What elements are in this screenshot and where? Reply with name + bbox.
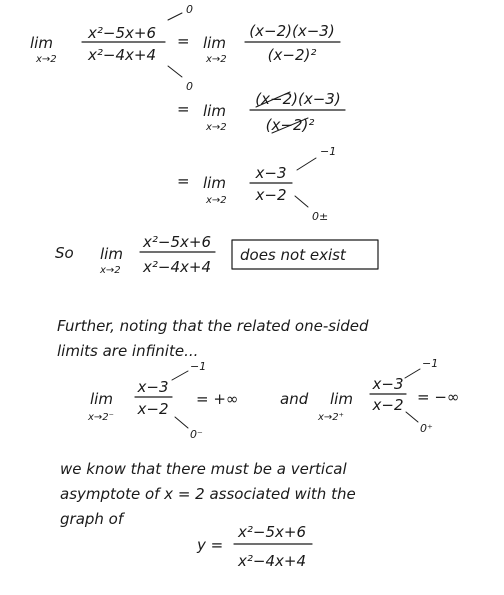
approach-value: 0: [186, 3, 193, 16]
final-numerator: x²−5x+6: [238, 523, 306, 541]
cancel-denominator: (x−2)²: [265, 116, 315, 134]
approach-value: 0: [186, 80, 193, 93]
approach-arrow: [168, 13, 182, 20]
factored-numerator: (x−2)(x−3): [249, 22, 335, 40]
approach-arrow: [406, 412, 418, 422]
approach-arrow: [405, 369, 420, 378]
so-label: So: [55, 244, 74, 262]
lim-label: lim: [100, 245, 123, 263]
left-numerator: x−3: [137, 378, 169, 396]
left-denominator: x−2: [137, 400, 169, 418]
fraction-numerator: x²−5x+6: [88, 24, 156, 42]
right-denominator: x−2: [372, 396, 404, 414]
equals-sign: =: [177, 172, 190, 190]
lim-subscript: x→2: [100, 265, 121, 276]
fraction-numerator: x²−5x+6: [143, 233, 211, 251]
answer-text: does not exist: [240, 246, 346, 264]
approach-arrow: [168, 66, 182, 77]
lim-label: lim: [30, 34, 53, 52]
factored-denominator: (x−2)²: [267, 46, 317, 64]
lim-subscript-right: x→2⁺: [318, 412, 344, 423]
equals-sign: =: [177, 100, 190, 118]
lim-label-right: lim: [330, 390, 353, 408]
approach-value: −1: [190, 360, 207, 373]
final-text-line2: asymptote of x = 2 associated with the: [60, 485, 356, 503]
right-numerator: x−3: [372, 375, 404, 393]
final-denominator: x²−4x+4: [238, 552, 306, 570]
lim-label: lim: [203, 34, 226, 52]
lim-label: lim: [203, 174, 226, 192]
lim-label-left: lim: [90, 390, 113, 408]
fraction-denominator: x²−4x+4: [143, 258, 211, 276]
approach-arrow: [295, 196, 308, 207]
approach-value: 0⁺: [420, 422, 433, 435]
lim-subscript: x→2: [36, 54, 57, 65]
lim-subscript: x→2: [206, 54, 227, 65]
approach-value: 0±: [312, 210, 329, 223]
simplified-numerator: x−3: [255, 164, 287, 182]
approach-value: −1: [320, 145, 337, 158]
cancel-numerator: (x−2)(x−3): [255, 90, 341, 108]
approach-arrow: [297, 158, 316, 170]
and-connector: and: [280, 390, 309, 408]
equals-sign: =: [177, 32, 190, 50]
right-result: = −∞: [417, 388, 460, 406]
approach-arrow: [172, 371, 188, 380]
final-text-line1: we know that there must be a vertical: [60, 460, 347, 478]
lim-subscript: x→2: [206, 122, 227, 133]
y-equals: y =: [197, 536, 224, 554]
final-text-line3: graph of: [60, 510, 124, 528]
fraction-denominator: x²−4x+4: [88, 46, 156, 64]
approach-value: −1: [422, 357, 439, 370]
lim-subscript-left: x→2⁻: [88, 412, 114, 423]
lim-label: lim: [203, 102, 226, 120]
approach-arrow: [175, 417, 188, 428]
simplified-denominator: x−2: [255, 186, 287, 204]
approach-value: 0⁻: [190, 428, 203, 441]
further-text-line2: limits are infinite...: [57, 342, 199, 360]
lim-subscript: x→2: [206, 195, 227, 206]
further-text-line1: Further, noting that the related one-sided: [57, 317, 369, 335]
left-result: = +∞: [196, 390, 239, 408]
